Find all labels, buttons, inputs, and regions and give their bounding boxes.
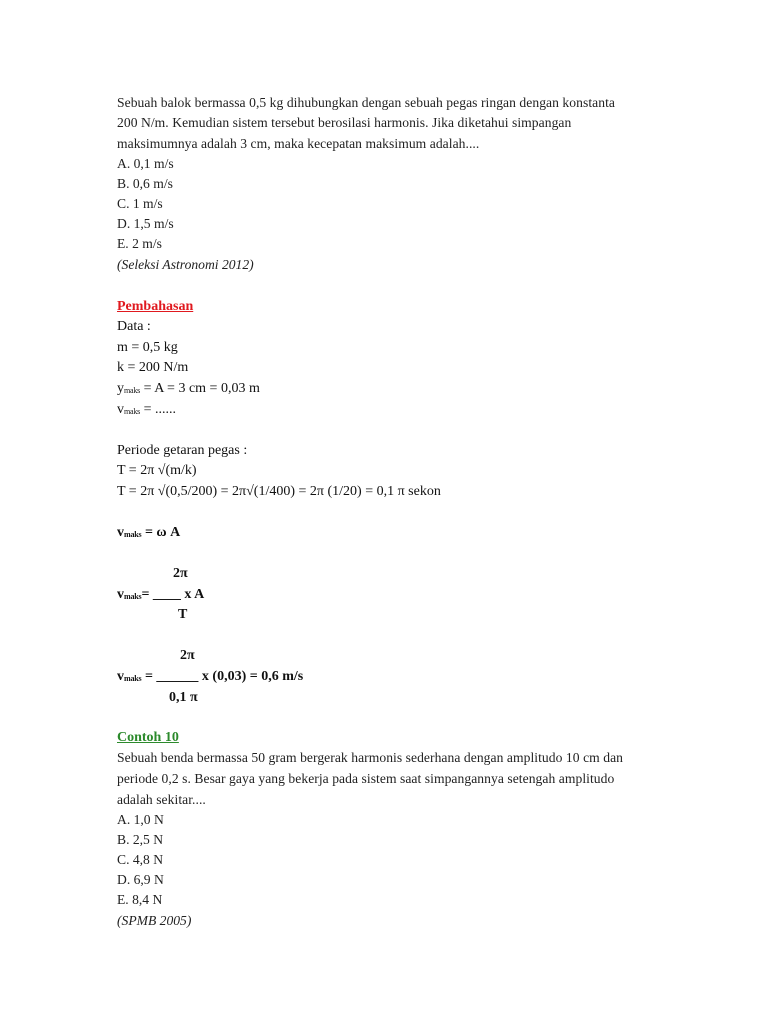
pembahasan-heading: Pembahasan: [117, 299, 194, 314]
question1-line-3: maksimumnya adalah 3 cm, maka kecepatan maksimum adalah....: [117, 136, 480, 151]
v-subscript: maks: [124, 407, 141, 416]
eq3-v-symbol: v: [117, 669, 124, 684]
contoh10-option-d: D. 6,9 N: [117, 872, 164, 887]
eq3-numerator: 2π: [180, 648, 195, 663]
question1-option-a: A. 0,1 m/s: [117, 156, 174, 171]
y-symbol: y: [117, 381, 124, 396]
vmaks-omega-equation: [117, 523, 180, 544]
v-symbol: v: [117, 402, 124, 417]
contoh10-line-1: Sebuah benda bermassa 50 gram bergerak harmonis sederhana dengan amplitudo 10 cm dan: [117, 750, 623, 765]
question1-source: (Seleksi Astronomi 2012): [117, 257, 254, 272]
y-subscript: maks: [124, 386, 141, 395]
periode-label: Periode getaran pegas :: [117, 443, 248, 458]
eq3-denominator: 0,1 π: [169, 690, 198, 705]
contoh10-option-e: E. 8,4 N: [117, 892, 163, 907]
contoh10-line-3: adalah sekitar....: [117, 792, 206, 807]
eq2-denominator: T: [178, 607, 188, 622]
contoh10-line-2: periode 0,2 s. Besar gaya yang bekerja pada sistem saat simpangannya setengah amplitudo: [117, 771, 615, 786]
eq2-v-symbol: v: [117, 587, 124, 602]
contoh10-source: (SPMB 2005): [117, 913, 192, 928]
question1-line-1: Sebuah balok bermassa 0,5 kg dihubungkan dengan sebuah pegas ringan dengan konstanta: [117, 95, 615, 110]
question1-line-2: 200 N/m. Kemudian sistem tersebut berosilasi harmonis. Jika diketahui simpangan: [117, 115, 572, 130]
y-maks-line: [117, 379, 260, 400]
contoh10-heading: Contoh 10: [117, 730, 179, 745]
y-rest: = A = 3 cm = 0,03 m: [140, 381, 260, 396]
eq3-mid: = ______ x (0,03) = 0,6 m/s: [141, 669, 304, 684]
question1-option-e: E. 2 m/s: [117, 236, 162, 251]
eq2-line: [117, 585, 204, 606]
question1-option-c: C. 1 m/s: [117, 196, 163, 211]
v-rest: = ......: [140, 402, 176, 417]
question1-option-d: D. 1,5 m/s: [117, 216, 174, 231]
v-maks-line: [117, 400, 176, 421]
eq1-v-subscript: maks: [124, 530, 142, 539]
eq2-v-subscript: maks: [124, 592, 142, 601]
t-formula-2: T = 2π √(0,5/200) = 2π√(1/400) = 2π (1/20) = 0,1 π sekon: [117, 484, 441, 499]
t-formula-1: T = 2π √(m/k): [117, 463, 197, 478]
eq3-line: [117, 667, 303, 688]
eq1-v-symbol: v: [117, 525, 124, 540]
eq3-v-subscript: maks: [124, 674, 142, 683]
contoh10-option-b: B. 2,5 N: [117, 832, 164, 847]
k-line: k = 200 N/m: [117, 360, 189, 375]
eq2-mid: = ____ x A: [141, 587, 205, 602]
contoh10-option-a: A. 1,0 N: [117, 812, 164, 827]
contoh10-option-c: C. 4,8 N: [117, 852, 164, 867]
question1-option-b: B. 0,6 m/s: [117, 176, 173, 191]
mass-line: m = 0,5 kg: [117, 340, 178, 355]
eq1-rest: = ω A: [141, 525, 181, 540]
data-label: Data :: [117, 319, 151, 334]
eq2-numerator: 2π: [173, 566, 188, 581]
